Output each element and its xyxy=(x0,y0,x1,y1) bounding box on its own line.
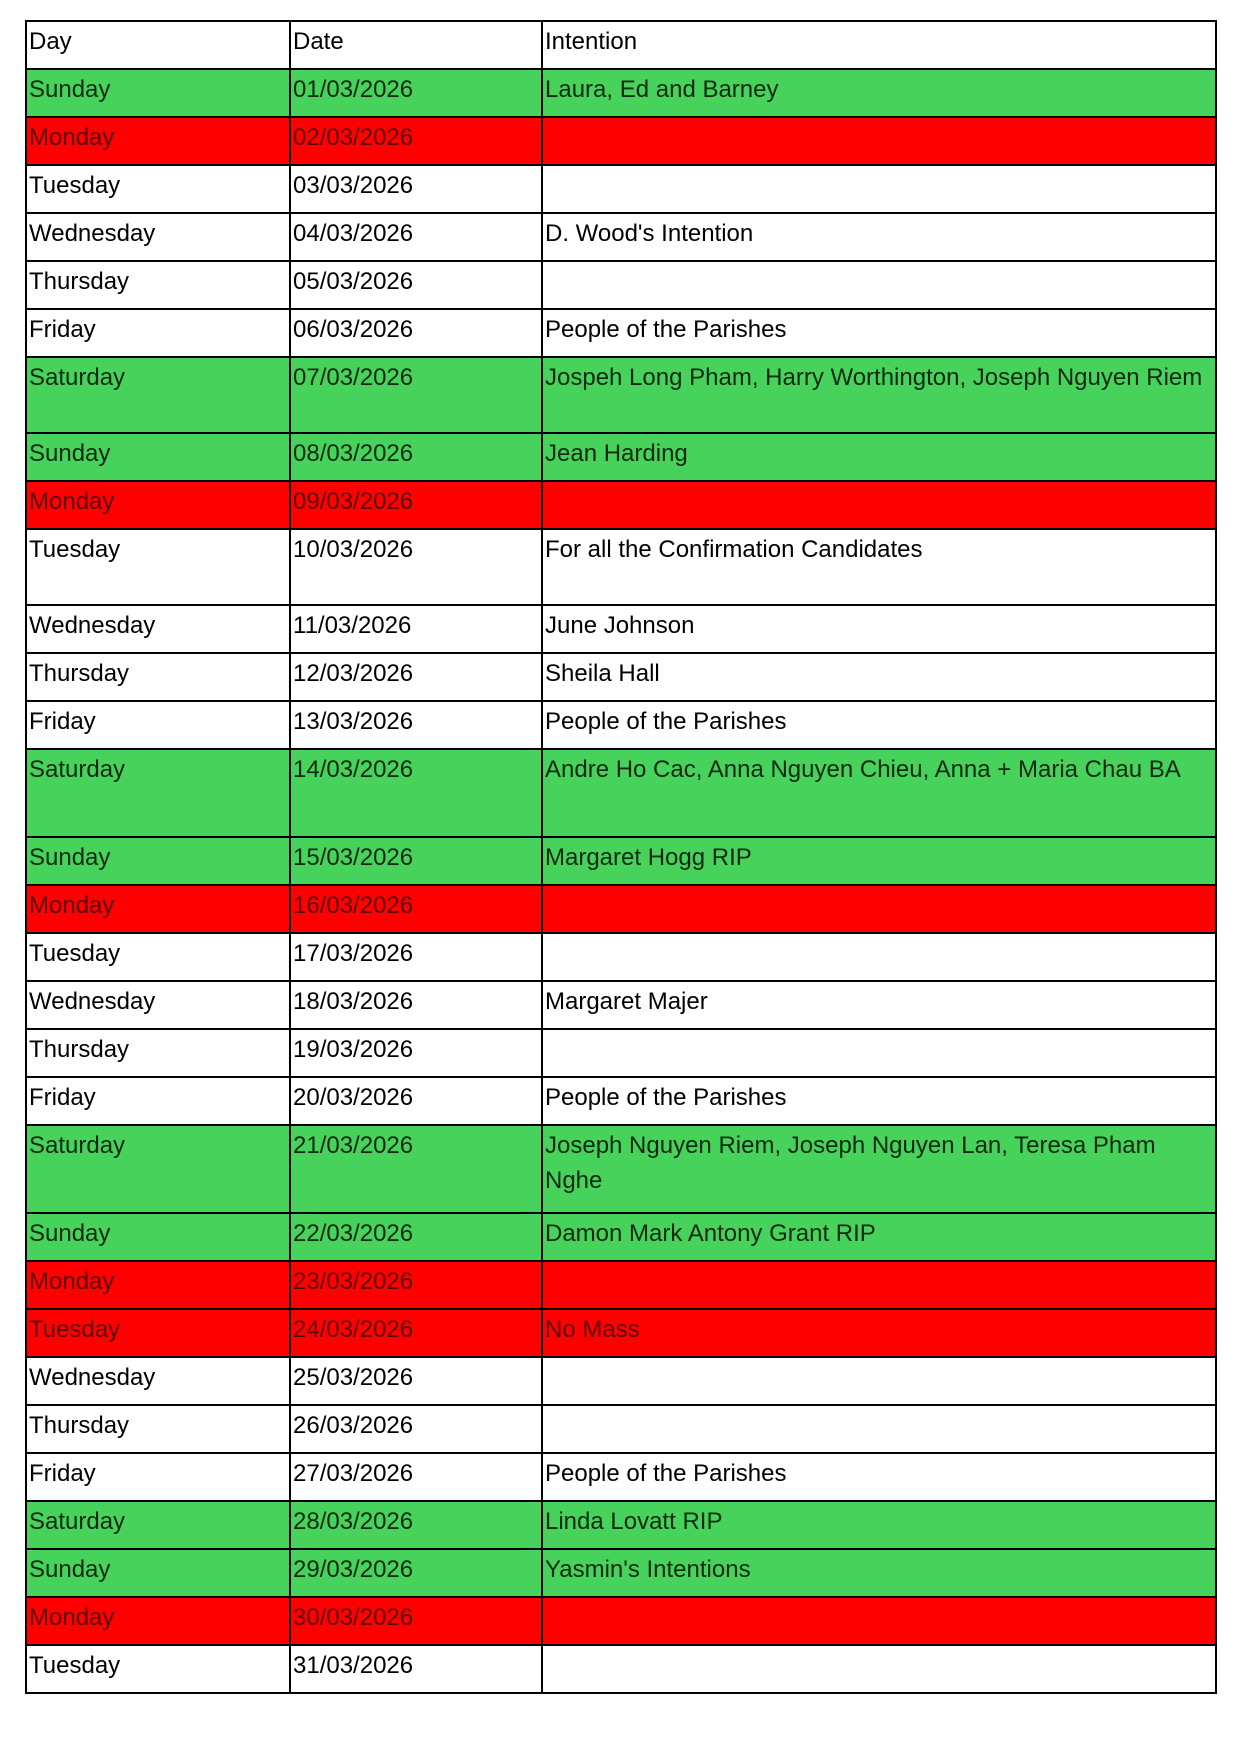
table-row xyxy=(26,1077,1216,1125)
intention-cell xyxy=(542,481,1216,529)
table-row xyxy=(26,481,1216,529)
intention-cell xyxy=(542,117,1216,165)
intention-cell: June Johnson xyxy=(542,605,1216,653)
date-cell: 25/03/2026 xyxy=(290,1357,542,1405)
table-row xyxy=(26,1549,1216,1597)
intention-cell xyxy=(542,933,1216,981)
intention-cell: No Mass xyxy=(542,1309,1216,1357)
intention-cell: Margaret Hogg RIP xyxy=(542,837,1216,885)
intention-cell: Damon Mark Antony Grant RIP xyxy=(542,1213,1216,1261)
intention-cell xyxy=(542,1597,1216,1645)
mass-intentions-table xyxy=(25,20,1217,1694)
date-cell: 29/03/2026 xyxy=(290,1549,542,1597)
table-row xyxy=(26,1261,1216,1309)
table-row xyxy=(26,165,1216,213)
table-row xyxy=(26,1597,1216,1645)
date-cell: 06/03/2026 xyxy=(290,309,542,357)
table-row xyxy=(26,1405,1216,1453)
date-cell: 04/03/2026 xyxy=(290,213,542,261)
table-row xyxy=(26,1029,1216,1077)
day-cell: Monday xyxy=(26,1597,290,1645)
intention-cell: Sheila Hall xyxy=(542,653,1216,701)
header-date: Date xyxy=(290,21,542,69)
day-cell: Sunday xyxy=(26,1549,290,1597)
table-row xyxy=(26,885,1216,933)
date-cell: 31/03/2026 xyxy=(290,1645,542,1693)
day-cell: Tuesday xyxy=(26,529,290,605)
table-row xyxy=(26,1357,1216,1405)
day-cell: Sunday xyxy=(26,69,290,117)
date-cell: 27/03/2026 xyxy=(290,1453,542,1501)
day-cell: Tuesday xyxy=(26,1309,290,1357)
table-row xyxy=(26,1125,1216,1213)
header-intention: Intention xyxy=(542,21,1216,69)
date-cell: 19/03/2026 xyxy=(290,1029,542,1077)
table-row xyxy=(26,605,1216,653)
table-row xyxy=(26,357,1216,433)
day-cell: Wednesday xyxy=(26,1357,290,1405)
date-cell: 05/03/2026 xyxy=(290,261,542,309)
day-cell: Friday xyxy=(26,309,290,357)
table-row xyxy=(26,749,1216,837)
intention-cell: D. Wood's Intention xyxy=(542,213,1216,261)
day-cell: Friday xyxy=(26,1453,290,1501)
day-cell: Saturday xyxy=(26,1125,290,1213)
date-cell: 21/03/2026 xyxy=(290,1125,542,1213)
day-cell: Monday xyxy=(26,1261,290,1309)
table-body xyxy=(26,21,1216,1693)
table-row xyxy=(26,529,1216,605)
day-cell: Wednesday xyxy=(26,605,290,653)
intention-cell: People of the Parishes xyxy=(542,1453,1216,1501)
day-cell: Saturday xyxy=(26,357,290,433)
date-cell: 10/03/2026 xyxy=(290,529,542,605)
table-row xyxy=(26,981,1216,1029)
day-cell: Friday xyxy=(26,701,290,749)
day-cell: Wednesday xyxy=(26,981,290,1029)
table-row xyxy=(26,701,1216,749)
date-cell: 20/03/2026 xyxy=(290,1077,542,1125)
day-cell: Tuesday xyxy=(26,165,290,213)
date-cell: 24/03/2026 xyxy=(290,1309,542,1357)
intention-cell: People of the Parishes xyxy=(542,309,1216,357)
intention-cell: Yasmin's Intentions xyxy=(542,1549,1216,1597)
intention-cell: Jean Harding xyxy=(542,433,1216,481)
intention-cell xyxy=(542,165,1216,213)
intention-cell: For all the Confirmation Candidates xyxy=(542,529,1216,605)
intention-cell: Andre Ho Cac, Anna Nguyen Chieu, Anna + Maria Chau BA xyxy=(542,749,1216,837)
date-cell: 22/03/2026 xyxy=(290,1213,542,1261)
day-cell: Monday xyxy=(26,117,290,165)
intention-cell xyxy=(542,1405,1216,1453)
date-cell: 12/03/2026 xyxy=(290,653,542,701)
intention-cell xyxy=(542,1261,1216,1309)
day-cell: Sunday xyxy=(26,1213,290,1261)
date-cell: 30/03/2026 xyxy=(290,1597,542,1645)
table-row xyxy=(26,1501,1216,1549)
day-cell: Friday xyxy=(26,1077,290,1125)
date-cell: 07/03/2026 xyxy=(290,357,542,433)
intention-cell xyxy=(542,261,1216,309)
intention-cell xyxy=(542,1357,1216,1405)
table-row xyxy=(26,433,1216,481)
table-row xyxy=(26,653,1216,701)
table-row xyxy=(26,837,1216,885)
day-cell: Thursday xyxy=(26,261,290,309)
day-cell: Thursday xyxy=(26,653,290,701)
date-cell: 18/03/2026 xyxy=(290,981,542,1029)
table-row xyxy=(26,309,1216,357)
intention-cell: People of the Parishes xyxy=(542,1077,1216,1125)
date-cell: 23/03/2026 xyxy=(290,1261,542,1309)
day-cell: Monday xyxy=(26,885,290,933)
header-day: Day xyxy=(26,21,290,69)
day-cell: Sunday xyxy=(26,433,290,481)
intention-cell: People of the Parishes xyxy=(542,701,1216,749)
date-cell: 01/03/2026 xyxy=(290,69,542,117)
date-cell: 14/03/2026 xyxy=(290,749,542,837)
intention-cell: Linda Lovatt RIP xyxy=(542,1501,1216,1549)
intention-cell: Margaret Majer xyxy=(542,981,1216,1029)
intention-cell xyxy=(542,1029,1216,1077)
intention-cell: Laura, Ed and Barney xyxy=(542,69,1216,117)
day-cell: Wednesday xyxy=(26,213,290,261)
date-cell: 16/03/2026 xyxy=(290,885,542,933)
date-cell: 17/03/2026 xyxy=(290,933,542,981)
day-cell: Thursday xyxy=(26,1029,290,1077)
date-cell: 13/03/2026 xyxy=(290,701,542,749)
table-row xyxy=(26,261,1216,309)
date-cell: 09/03/2026 xyxy=(290,481,542,529)
date-cell: 02/03/2026 xyxy=(290,117,542,165)
day-cell: Saturday xyxy=(26,749,290,837)
date-cell: 26/03/2026 xyxy=(290,1405,542,1453)
table-row xyxy=(26,117,1216,165)
intention-cell xyxy=(542,885,1216,933)
day-cell: Monday xyxy=(26,481,290,529)
header-row xyxy=(26,21,1216,69)
table-row xyxy=(26,213,1216,261)
day-cell: Thursday xyxy=(26,1405,290,1453)
table-row xyxy=(26,1309,1216,1357)
date-cell: 11/03/2026 xyxy=(290,605,542,653)
day-cell: Tuesday xyxy=(26,1645,290,1693)
table-row xyxy=(26,1453,1216,1501)
date-cell: 28/03/2026 xyxy=(290,1501,542,1549)
day-cell: Sunday xyxy=(26,837,290,885)
table-row xyxy=(26,933,1216,981)
intention-cell: Jospeh Long Pham, Harry Worthington, Joseph Nguyen Riem xyxy=(542,357,1216,433)
table-row xyxy=(26,69,1216,117)
table-row xyxy=(26,1213,1216,1261)
date-cell: 03/03/2026 xyxy=(290,165,542,213)
table-row xyxy=(26,1645,1216,1693)
day-cell: Tuesday xyxy=(26,933,290,981)
day-cell: Saturday xyxy=(26,1501,290,1549)
intention-cell: Joseph Nguyen Riem, Joseph Nguyen Lan, Teresa Pham Nghe xyxy=(542,1125,1216,1213)
date-cell: 08/03/2026 xyxy=(290,433,542,481)
date-cell: 15/03/2026 xyxy=(290,837,542,885)
intention-cell xyxy=(542,1645,1216,1693)
